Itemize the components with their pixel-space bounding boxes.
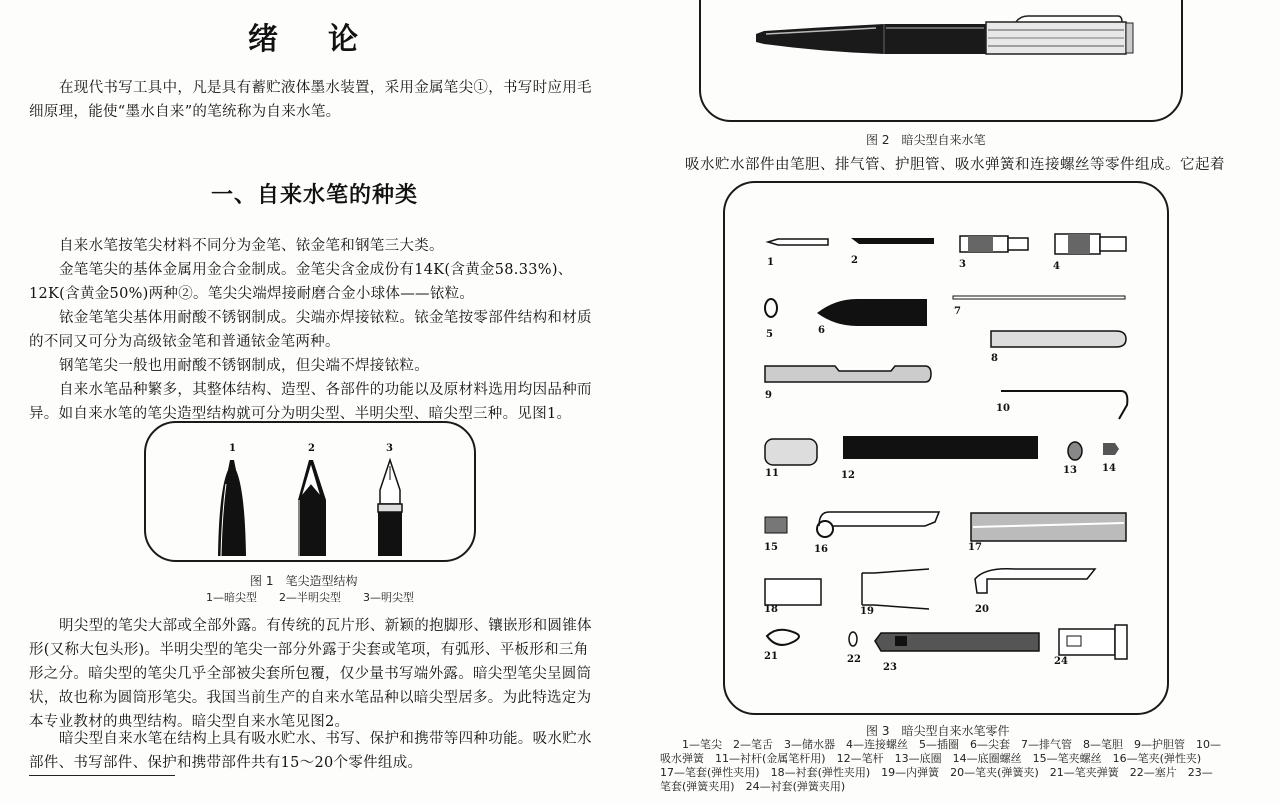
semi-exposed-nib-icon — [296, 460, 326, 556]
legend-line: 1—笔尖 2—笔舌 3—储水器 4—连接螺丝 5—插圈 6—尖套 7—排气管 8—笔胆 9—护胆管 10— — [682, 738, 1221, 751]
part-number: 7 — [954, 306, 961, 317]
paragraph-text: 暗尖型自来水笔在结构上具有吸水贮水、书写、保护和携带等四种功能。吸水贮水部件、书写部件、保护和携带部件共有15～20个零件组成。 — [29, 731, 592, 771]
paragraph-text: 铱金笔笔尖基体用耐酸不锈钢制成。尖端亦焊接铱粒。铱金笔按零部件结构和材质的不同又可分为高级铱金笔和普通铱金笔两种。 — [29, 310, 592, 350]
part-number: 24 — [1054, 656, 1068, 667]
legend-line: 17—笔套(弹性夹用) 18—衬套(弹性夹用) 19—内弹簧 20—笔夹(弹簧夹) 21—笔夹弹簧 22—塞片 23— — [660, 766, 1213, 779]
part-number: 23 — [883, 662, 897, 673]
part-number: 15 — [764, 542, 778, 553]
part-number: 1 — [767, 257, 774, 268]
figure-2-caption: 图 2 暗尖型自来水笔 — [866, 133, 986, 147]
paragraph-5 — [29, 378, 601, 426]
part-number: 4 — [1053, 261, 1060, 272]
paragraph-text: 金笔笔尖的基体金属用金合金制成。金笔尖含金成份有14K(含黄金58.33%)、12K(含黄金50%)两种②。笔尖尖端焊接耐磨合金小球体——铱粒。 — [29, 262, 573, 302]
figure-3-legend — [660, 738, 1270, 794]
figure-3-caption: 图 3 暗尖型自来水笔零件 — [866, 724, 1010, 738]
part-number: 14 — [1102, 463, 1116, 474]
part-number: 12 — [841, 470, 855, 481]
footnote-rule — [29, 775, 175, 776]
part-number: 18 — [764, 604, 778, 615]
section-title: 一、自来水笔的种类 — [211, 183, 419, 208]
paragraph-2 — [29, 258, 601, 306]
exposed-nib-icon — [375, 460, 405, 556]
part-number: 21 — [764, 651, 778, 662]
nib-label-1: 1 — [229, 443, 236, 454]
part-number: 16 — [814, 544, 828, 555]
paragraph-text: 自来水笔按笔尖材料不同分为金笔、铱金笔和钢笔三大类。 — [59, 238, 444, 254]
figure-1-subcaption: 1—暗尖型 2—半明尖型 3—明尖型 — [206, 591, 414, 604]
part-number: 10 — [996, 403, 1010, 414]
paragraph-text: 自来水笔品种繁多，其整体结构、造型、各部件的功能以及原材料选用均因品种而异。如自来水笔的笔尖造型结构就可分为明尖型、半明尖型、暗尖型三种。见图1。 — [29, 382, 592, 422]
fountain-pen-icon — [756, 12, 1134, 52]
paragraph-6 — [29, 614, 601, 734]
paragraph-text: 明尖型的笔尖大部或全部外露。有传统的瓦片形、新颖的抱脚形、镶嵌形和圆锥体形(又称大包头形)。半明尖型的笔尖一部分外露于尖套或笔项，有弧形、平板形和三角形之分。暗尖型的笔尖几乎全部被尖套所包覆，仅少量书写端外露。暗尖型笔尖呈圆筒状，故也称为圆筒形笔尖。我国当前生产的自来水笔品种以暗尖型居多。为此特选定为本专业教材的典型结构。暗尖型自来水笔见图2。 — [29, 618, 592, 730]
paragraph-4 — [29, 354, 601, 378]
paragraph-3 — [29, 306, 601, 354]
part-number: 6 — [818, 325, 825, 336]
intro-paragraph — [29, 76, 601, 124]
intro-text: 在现代书写工具中，凡是具有蓄贮液体墨水装置，采用金属笔尖①，书写时应用毛细原理，能使“墨水自来”的笔统称为自来水笔。 — [29, 80, 592, 120]
parts-diagram — [723, 181, 1165, 711]
paragraph-7 — [29, 727, 601, 775]
paragraph-text: 钢笔笔尖一般也用耐酸不锈钢制成，但尖端不焊接铱粒。 — [59, 358, 429, 374]
part-number: 22 — [847, 654, 861, 665]
part-number: 9 — [765, 390, 772, 401]
legend-line: 笔套(弹簧夹用) 24—衬套(弹簧夹用) — [660, 780, 846, 793]
body-line: 吸水贮水部件由笔胆、排气管、护胆管、吸水弹簧和连接螺丝等零件组成。它起着 — [685, 157, 1225, 173]
part-number: 2 — [851, 255, 858, 266]
part-number: 13 — [1063, 465, 1077, 476]
part-number: 3 — [959, 259, 966, 270]
figure-1-caption: 图 1 笔尖造型结构 — [250, 574, 358, 588]
part-number: 8 — [991, 353, 998, 364]
part-number: 20 — [975, 604, 989, 615]
nib-label-2: 2 — [308, 443, 315, 454]
part-number: 19 — [860, 606, 874, 617]
part-number: 5 — [766, 329, 773, 340]
nib-label-3: 3 — [386, 443, 393, 454]
part-number: 11 — [765, 468, 779, 479]
legend-line: 吸水弹簧 11—衬杆(金属笔杆用) 12—笔杆 13—底圈 14—底圈螺丝 15—笔夹螺丝 16—笔夹(弹性夹) — [660, 752, 1202, 765]
hidden-nib-icon — [217, 460, 247, 556]
paragraph-1 — [29, 234, 601, 258]
chapter-title: 绪论 — [248, 22, 408, 57]
part-number: 17 — [968, 542, 982, 553]
